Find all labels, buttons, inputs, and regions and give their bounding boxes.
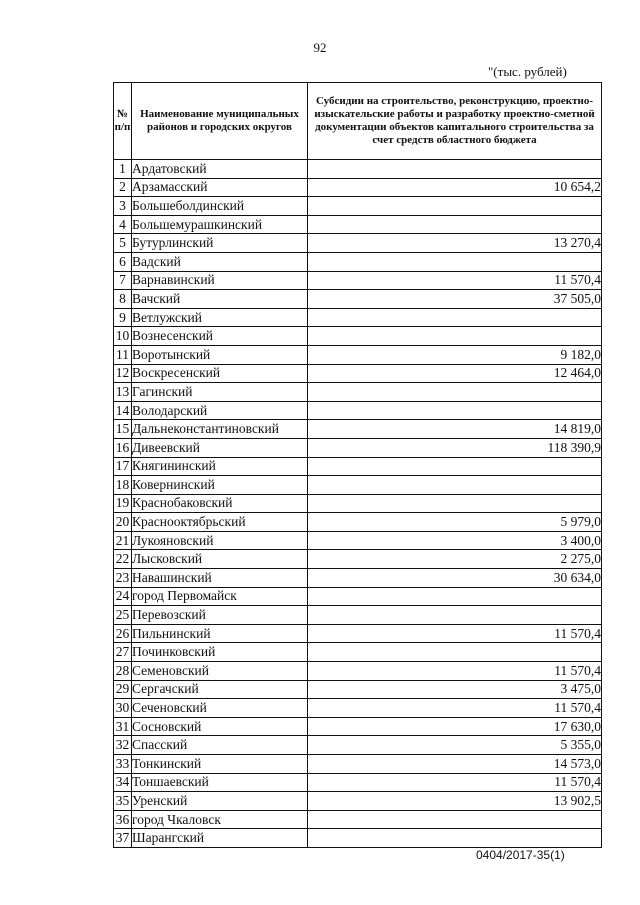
row-number: 3	[114, 197, 132, 216]
subsidy-amount: 11 570,4	[308, 699, 602, 718]
district-name: Володарский	[132, 401, 308, 420]
row-number: 26	[114, 624, 132, 643]
table-row	[114, 643, 602, 662]
subsidy-amount: 11 570,4	[308, 773, 602, 792]
page-number: 92	[313, 40, 327, 55]
row-number: 24	[114, 587, 132, 606]
subsidy-amount	[308, 587, 602, 606]
district-name: Вознесенский	[132, 327, 308, 346]
header-num: № п/п	[114, 83, 132, 160]
units-label: "(тыс. рублей)	[488, 64, 567, 79]
subsidy-amount: 5 979,0	[308, 513, 602, 532]
district-name: Ардатовский	[132, 160, 308, 179]
table-row	[114, 383, 602, 402]
district-name: Вадский	[132, 252, 308, 271]
row-number: 31	[114, 717, 132, 736]
row-number: 22	[114, 550, 132, 569]
subsidy-amount	[308, 197, 602, 216]
row-number: 20	[114, 513, 132, 532]
district-name: Лысковский	[132, 550, 308, 569]
district-name: Сосновский	[132, 717, 308, 736]
district-name: Семеновский	[132, 662, 308, 681]
table-row	[114, 829, 602, 848]
table-row	[114, 215, 602, 234]
subsidy-amount: 13 902,5	[308, 792, 602, 811]
table-row	[114, 308, 602, 327]
subsidy-amount: 14 573,0	[308, 755, 602, 774]
row-number: 28	[114, 662, 132, 681]
district-name: Спасский	[132, 736, 308, 755]
table-row	[114, 792, 602, 811]
row-number: 16	[114, 438, 132, 457]
district-name: Арзамасский	[132, 178, 308, 197]
table-row	[114, 160, 602, 179]
district-name: Ветлужский	[132, 308, 308, 327]
district-name: город Первомайск	[132, 587, 308, 606]
district-name: Ковернинский	[132, 476, 308, 495]
subsidy-amount: 5 355,0	[308, 736, 602, 755]
district-name: Большеболдинский	[132, 197, 308, 216]
district-name: Сергачский	[132, 680, 308, 699]
subsidy-amount	[308, 308, 602, 327]
table-row	[114, 364, 602, 383]
table-row	[114, 438, 602, 457]
district-name: Вачский	[132, 290, 308, 309]
subsidy-table	[113, 82, 602, 848]
table-row	[114, 531, 602, 550]
district-name: Шарангский	[132, 829, 308, 848]
table-row	[114, 569, 602, 588]
district-name: Навашинский	[132, 569, 308, 588]
table-row	[114, 197, 602, 216]
table-row	[114, 680, 602, 699]
row-number: 21	[114, 531, 132, 550]
subsidy-amount: 3 475,0	[308, 680, 602, 699]
district-name: Дальнеконстантиновский	[132, 420, 308, 439]
row-number: 12	[114, 364, 132, 383]
row-number: 17	[114, 457, 132, 476]
subsidy-amount	[308, 476, 602, 495]
subsidy-amount	[308, 252, 602, 271]
header-amount: Субсидии на строительство, реконструкцию, проектно-изыскательские работы и разработку проектно-сметной документации объектов капитального строительства за счет средств областного бюджета	[308, 83, 602, 160]
subsidy-amount: 12 464,0	[308, 364, 602, 383]
district-name: Починковский	[132, 643, 308, 662]
row-number: 15	[114, 420, 132, 439]
district-name: город Чкаловск	[132, 810, 308, 829]
subsidy-amount: 17 630,0	[308, 717, 602, 736]
row-number: 14	[114, 401, 132, 420]
table-row	[114, 234, 602, 253]
row-number: 30	[114, 699, 132, 718]
table-row	[114, 810, 602, 829]
table-header-row	[114, 83, 602, 160]
district-name: Уренский	[132, 792, 308, 811]
row-number: 32	[114, 736, 132, 755]
row-number: 6	[114, 252, 132, 271]
row-number: 18	[114, 476, 132, 495]
row-number: 23	[114, 569, 132, 588]
district-name: Варнавинский	[132, 271, 308, 290]
subsidy-amount	[308, 383, 602, 402]
table-row	[114, 662, 602, 681]
table-row	[114, 494, 602, 513]
table-row	[114, 457, 602, 476]
district-name: Краснобаковский	[132, 494, 308, 513]
subsidy-amount	[308, 606, 602, 625]
table-row	[114, 271, 602, 290]
district-name: Перевозский	[132, 606, 308, 625]
district-name: Сеченовский	[132, 699, 308, 718]
subsidy-amount	[308, 401, 602, 420]
row-number: 10	[114, 327, 132, 346]
subsidy-amount: 3 400,0	[308, 531, 602, 550]
table-row	[114, 290, 602, 309]
table-row	[114, 252, 602, 271]
subsidy-amount	[308, 829, 602, 848]
table-row	[114, 513, 602, 532]
row-number: 8	[114, 290, 132, 309]
row-number: 11	[114, 345, 132, 364]
table-row	[114, 624, 602, 643]
subsidy-amount: 30 634,0	[308, 569, 602, 588]
table-row	[114, 736, 602, 755]
table-row	[114, 327, 602, 346]
row-number: 36	[114, 810, 132, 829]
subsidy-amount	[308, 494, 602, 513]
table-row	[114, 345, 602, 364]
table-row	[114, 773, 602, 792]
subsidy-amount: 118 390,9	[308, 438, 602, 457]
district-name: Краснооктябрьский	[132, 513, 308, 532]
row-number: 27	[114, 643, 132, 662]
row-number: 35	[114, 792, 132, 811]
table-row	[114, 717, 602, 736]
row-number: 1	[114, 160, 132, 179]
district-name: Гагинский	[132, 383, 308, 402]
subsidy-amount	[308, 327, 602, 346]
table-row	[114, 178, 602, 197]
row-number: 7	[114, 271, 132, 290]
subsidy-amount: 11 570,4	[308, 624, 602, 643]
district-name: Воротынский	[132, 345, 308, 364]
table-body	[114, 160, 602, 848]
subsidy-amount	[308, 810, 602, 829]
subsidy-amount: 11 570,4	[308, 662, 602, 681]
row-number: 29	[114, 680, 132, 699]
subsidy-amount: 2 275,0	[308, 550, 602, 569]
row-number: 34	[114, 773, 132, 792]
row-number: 33	[114, 755, 132, 774]
row-number: 25	[114, 606, 132, 625]
subsidy-amount: 9 182,0	[308, 345, 602, 364]
district-name: Большемурашкинский	[132, 215, 308, 234]
table-row	[114, 606, 602, 625]
row-number: 37	[114, 829, 132, 848]
district-name: Княгининский	[132, 457, 308, 476]
district-name: Тонкинский	[132, 755, 308, 774]
table-row	[114, 401, 602, 420]
district-name: Лукояновский	[132, 531, 308, 550]
subsidy-amount: 11 570,4	[308, 271, 602, 290]
subsidy-amount: 10 654,2	[308, 178, 602, 197]
subsidy-amount	[308, 457, 602, 476]
table-row	[114, 699, 602, 718]
subsidy-amount	[308, 643, 602, 662]
subsidy-amount	[308, 215, 602, 234]
row-number: 9	[114, 308, 132, 327]
subsidy-amount: 13 270,4	[308, 234, 602, 253]
row-number: 4	[114, 215, 132, 234]
header-name: Наименование муниципальных районов и городских округов	[132, 83, 308, 160]
district-name: Дивеевский	[132, 438, 308, 457]
district-name: Тоншаевский	[132, 773, 308, 792]
table-row	[114, 755, 602, 774]
district-name: Воскресенский	[132, 364, 308, 383]
row-number: 13	[114, 383, 132, 402]
row-number: 5	[114, 234, 132, 253]
subsidy-amount	[308, 160, 602, 179]
document-code: 0404/2017-35(1)	[476, 848, 565, 862]
district-name: Пильнинский	[132, 624, 308, 643]
table-row	[114, 550, 602, 569]
row-number: 19	[114, 494, 132, 513]
subsidy-amount: 14 819,0	[308, 420, 602, 439]
table-row	[114, 420, 602, 439]
table-row	[114, 476, 602, 495]
subsidy-amount: 37 505,0	[308, 290, 602, 309]
district-name: Бутурлинский	[132, 234, 308, 253]
row-number: 2	[114, 178, 132, 197]
table-row	[114, 587, 602, 606]
